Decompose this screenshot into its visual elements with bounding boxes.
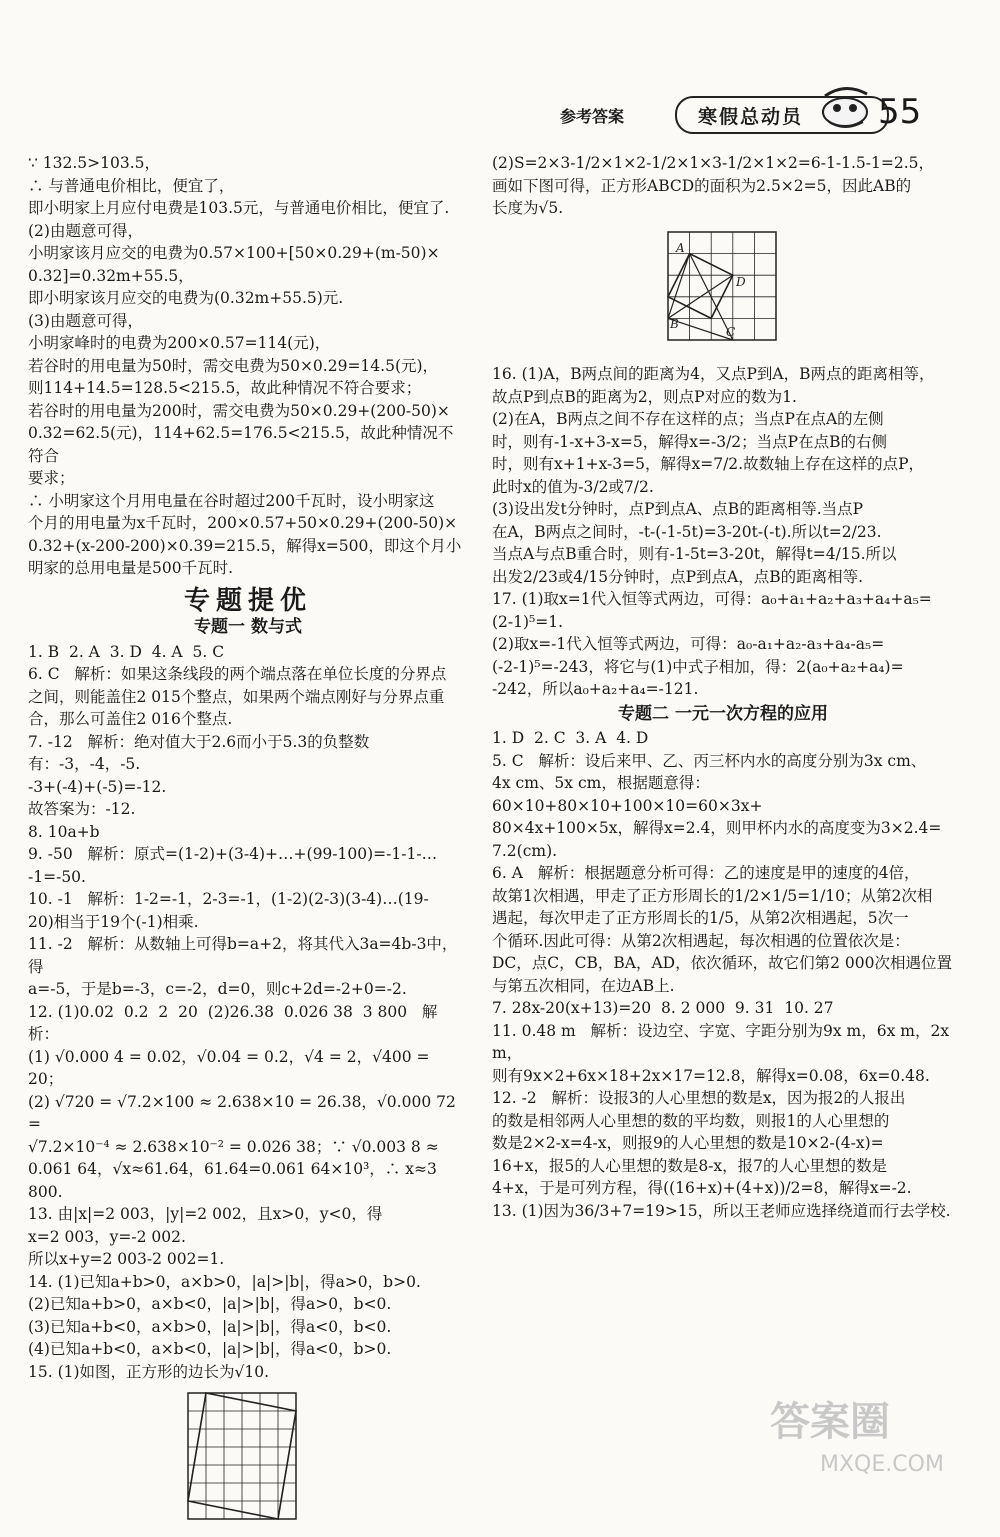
text-line: 所以x+y=2 003-2 002=1. xyxy=(28,1250,225,1268)
text-line: (3)已知a+b<0，a×b>0，|a|>|b|，得a<0，b<0. xyxy=(28,1317,392,1336)
right-column xyxy=(492,152,954,1222)
text-line: 4+x，于是可列方程，得((16+x)+(4+x))/2=8，解得x=-2. xyxy=(492,1179,912,1197)
text-line: (2)S=2×3-1/2×1×2-1/2×1×3-1/2×1×2=6-1-1.5-1=2.5， xyxy=(492,154,934,172)
mascot-icon xyxy=(815,84,875,134)
text-line: 14. (1)已知a+b>0，a×b>0，|a|>|b|，得a>0，b>0. xyxy=(28,1272,421,1291)
text-line: 数是2×2-x=4-x，则报9的人心里想的数是10×2-(4-x)= xyxy=(492,1134,884,1152)
text-line: 7.2(cm). xyxy=(492,841,558,860)
text-line: 10. -1 解析：1-2=-1，2-3=-1，(1-2)(2-3)(3-4)…(19- xyxy=(28,890,429,908)
text-line: (4)已知a+b<0，a×b<0，|a|>|b|，得a<0，b>0. xyxy=(28,1340,392,1358)
text-line: 15. (1)如图，正方形的边长为√10. xyxy=(28,1362,270,1381)
text-line: 时，则有x+1+x-3=5，解得x=7/2.故数轴上存在这样的点P， xyxy=(492,455,925,473)
text-line: a=-5，于是b=-3，c=-2，d=0，则c+2d=-2+0=-2. xyxy=(28,980,407,998)
text-line: (2)已知a+b>0，a×b<0，|a|>|b|，得a>0，b<0. xyxy=(28,1295,392,1313)
point-label-d: D xyxy=(736,274,746,289)
text-line: 即小明家该月应交的电费为(0.32m+55.5)元. xyxy=(28,289,344,307)
page-number: 55 xyxy=(878,92,922,132)
topic1-answers xyxy=(28,641,468,1384)
text-line: 7. -12 解析：绝对值大于2.6而小于5.3的负整数有：-3，-4，-5. xyxy=(28,732,370,773)
left-column xyxy=(28,152,468,1537)
left-answer-block xyxy=(28,152,468,580)
text-line: (2) √720 = √7.2×100 ≈ 2.638×10 = 26.38，√0.000 72 = xyxy=(28,1092,461,1133)
section-title: 专题提优 xyxy=(183,585,312,616)
text-line: 16+x，报5的人心里想的数是8-x，报7的人心里想的数是 xyxy=(492,1156,888,1175)
text-line: (-2-1)⁵=-243，将它与(1)中式子相加，得：2(a₀+a₂+a₄)= xyxy=(492,657,904,676)
text-line: 0.32+(x-200-200)×0.39=215.5，解得x=500，即这个月小 xyxy=(28,536,462,555)
text-line: 11. -2 解析：从数轴上可得b=a+2，将其代入3a=4b-3中，得 xyxy=(28,935,458,976)
square-abcd-figure xyxy=(492,226,954,351)
text-line: 0.32=62.5(元)，114+62.5=176.5<215.5，故此种情况不符合 xyxy=(28,424,454,465)
text-line: 1. D 2. C 3. A 4. D xyxy=(492,729,649,747)
text-line: 若谷时的用电量为200时，需交电费为50×0.29+(200-50)× xyxy=(28,401,450,420)
text-line: 明家的总用电量是500千瓦时. xyxy=(28,559,234,577)
text-line: 故答案为：-12. xyxy=(28,800,136,818)
text-line: 故第1次相遇，甲走了正方形周长的1/2×1/5=1/10；从第2次相 xyxy=(492,886,933,905)
text-line: (3)由题意可得， xyxy=(28,311,143,330)
text-line: 0.061 64，√x≈61.64，61.64=0.061 64×10³，∴ x≈3 800. xyxy=(28,1160,442,1201)
text-line: 6. A 解析：根据题意分析可得：乙的速度是甲的速度的4倍， xyxy=(492,864,920,882)
text-line: 16. (1)A，B两点间的距离为4，又点P到A，B两点的距离相等， xyxy=(492,365,935,383)
text-line: 12. -2 解析：设报3的人心里想的数是x，因为报2的人报出 xyxy=(492,1089,906,1107)
text-line: 1. B 2. A 3. D 4. A 5. C xyxy=(28,642,225,661)
page-header xyxy=(560,92,940,137)
text-line: 时，则有-1-x+3-x=5，解得x=-3/2；当点P在点B的右侧 xyxy=(492,432,887,451)
topic1-title: 专题一 数与式 xyxy=(194,617,302,637)
square-grid-figure-1 xyxy=(28,1389,468,1524)
text-line: 当点A与点B重合时，则有-1-5t=3-20t，解得t=4/15.所以 xyxy=(492,545,897,563)
text-line: ∴ 小明家这个月用电量在谷时超过200千瓦时，设小明家这 xyxy=(28,491,435,510)
text-line: ∵ 132.5>103.5， xyxy=(28,154,161,172)
text-line: 6. C 解析：如果这条线段的两个端点落在单位长度的分界点 xyxy=(28,665,447,683)
text-line: 20)相当于19个(-1)相乘. xyxy=(28,912,199,931)
text-line: 出发2/23或4/15分钟时，点P到点A，点B的距离相等. xyxy=(492,567,864,586)
text-line: 小明家该月应交的电费为0.57×100+[50×0.29+(m-50)× xyxy=(28,244,440,262)
text-line: 0.32]=0.32m+55.5， xyxy=(28,266,194,285)
text-line: 遇起，每次甲走了正方形周长的1/5，从第2次相遇起，5次一 xyxy=(492,909,909,927)
header-title: 寒假总动员 xyxy=(698,106,804,128)
text-line: 合，那么可盖住2 016个整点. xyxy=(28,710,233,728)
point-label-b: B xyxy=(670,316,679,331)
point-label-a: A xyxy=(676,240,685,255)
text-line: 即小明家上月应付电费是103.5元，与普通电价相比，便宜了. xyxy=(28,199,450,217)
text-line: 在A，B两点之间时，-t-(-1-5t)=3-20t-(-t).所以t=2/23. xyxy=(492,522,882,541)
text-line: -242，所以a₀+a₂+a₄=-121. xyxy=(492,680,699,698)
text-line: 之间，则能盖住2 015个整点，如果两个端点刚好与分界点重 xyxy=(28,687,445,706)
text-line: √7.2×10⁻⁴ ≈ 2.638×10⁻² = 0.026 38；∵ √0.003 8 ≈ xyxy=(28,1137,439,1156)
reference-answer-label: 参考答案 xyxy=(560,107,625,126)
text-line: (3)设出发t分钟时，点P到点A、点B的距离相等.当点P xyxy=(492,500,864,518)
text-line: 8. 10a+b xyxy=(28,822,100,841)
text-line: 11. 0.48 m 解析：设边空、字宽、字距分别为9x m，6x m，2x m， xyxy=(492,1021,954,1062)
text-line: DC，点C，CB，BA，AD，依次循环，故它们第2 000次相遇位置 xyxy=(492,954,952,972)
text-line: 则有9x×2+6x×18+2x×17=12.8，解得x=0.08，6x=0.48. xyxy=(492,1066,930,1085)
text-line: 4x cm、5x cm，根据题意得：60×10+80×10+100×10=60×3x+ xyxy=(492,774,763,815)
text-line: x=2 003，y=-2 002. xyxy=(28,1227,186,1246)
text-line: (2-1)⁵=1. xyxy=(492,612,564,631)
text-line: 80×4x+100×5x，解得x=2.4，则甲杯内水的高度变为3×2.4= xyxy=(492,819,942,837)
point-label-c: C xyxy=(726,324,736,339)
text-line: 的数是相邻两人心里想的数的平均数，则报1的人心里想的 xyxy=(492,1111,890,1130)
text-line: 5. C 解析：设后来甲、乙、丙三杯内水的高度分别为3x cm、 xyxy=(492,751,927,770)
text-line: 13. 由|x|=2 003，|y|=2 002，且x>0，y<0，得 xyxy=(28,1205,383,1223)
watermark-url: MXQE.COM xyxy=(820,1452,944,1477)
text-line: 长度为√5. xyxy=(492,199,564,217)
text-line: ∴ 与普通电价相比，便宜了， xyxy=(28,176,235,195)
text-line: 17. (1)取x=1代入恒等式两边，可得：a₀+a₁+a₂+a₃+a₄+a₅= xyxy=(492,590,932,608)
topic2-answers xyxy=(492,727,954,1222)
text-line: 与第五次相同，在边AB上. xyxy=(492,976,675,995)
text-line: 个循环.因此可得：从第2次相遇起，每次相遇的位置依次是： xyxy=(492,931,910,950)
text-line: 则114+14.5=128.5<215.5，故此种情况不符合要求； xyxy=(28,379,422,397)
text-line: 个月的用电量为x千瓦时，200×0.57+50×0.29+(200-50)× xyxy=(28,514,458,532)
text-line: (2)由题意可得， xyxy=(28,221,143,240)
text-line: 此时x的值为-3/2或7/2. xyxy=(492,477,654,496)
text-line: 7. 28x-20(x+13)=20 8. 2 000 9. 31 10. 27 xyxy=(492,999,834,1017)
q16-q17-block xyxy=(492,363,954,701)
text-line: 13. (1)因为36/3+7=19>15，所以王老师应选择绕道而行去学校. xyxy=(492,1201,951,1220)
text-line: 故点P到点B的距离为2，则点P对应的数为1. xyxy=(492,387,797,406)
text-line: 9. -50 解析：原式=(1-2)+(3-4)+…+(99-100)=-1-1-… xyxy=(28,845,438,863)
text-line: (1) √0.000 4 = 0.02，√0.04 = 0.2，√4 = 2，√400 = 20； xyxy=(28,1047,435,1088)
text-line: -3+(-4)+(-5)=-12. xyxy=(28,777,167,796)
q15-part2-block xyxy=(492,152,954,220)
text-line: 画如下图可得，正方形ABCD的面积为2.5×2=5，因此AB的 xyxy=(492,176,912,195)
text-line: -1=-50. xyxy=(28,867,86,886)
text-line: 12. (1)0.02 0.2 2 20 (2)26.38 0.026 38 3 800 解析： xyxy=(28,1002,438,1043)
watermark-logo: 答案圈 xyxy=(770,1399,890,1445)
topic2-title: 专题二 一元一次方程的应用 xyxy=(618,703,828,724)
text-line: 若谷时的用电量为50时，需交电费为50×0.29=14.5(元)， xyxy=(28,356,439,375)
text-line: (2)在A，B两点之间不存在这样的点；当点P在点A的左侧 xyxy=(492,410,884,428)
text-line: 要求； xyxy=(28,469,75,487)
text-line: (2)取x=-1代入恒等式两边，可得：a₀-a₁+a₂-a₃+a₄-a₅= xyxy=(492,635,885,653)
text-line: 小明家峰时的电费为200×0.57=114(元)， xyxy=(28,334,331,352)
